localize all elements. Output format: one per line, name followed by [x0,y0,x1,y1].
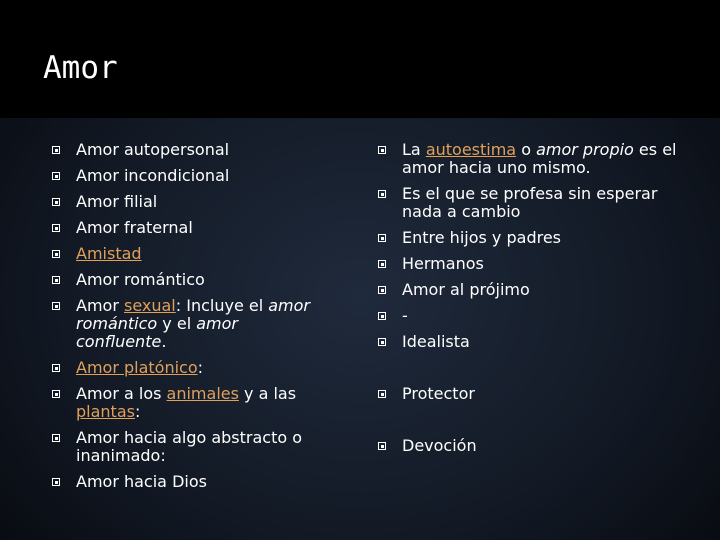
item-text-italic: amor romántico [76,296,311,333]
square-bullet-icon [52,390,60,398]
list-item [52,473,322,491]
item-text: Amor hacia Dios [76,472,207,491]
list-item [52,429,322,465]
square-bullet-icon [378,146,386,154]
list-item [378,307,678,325]
item-text: Entre hijos y padres [402,228,561,247]
item-text-post: : [134,402,141,421]
square-bullet-icon [52,198,60,206]
square-bullet-icon [378,442,386,450]
item-text: Es el que se profesa sin esperar nada a cambio [402,184,658,221]
list-item [52,245,322,263]
item-text-pre: La [402,140,426,159]
square-bullet-icon [52,276,60,284]
list-item [378,333,678,351]
item-text: Amor hacia algo abstracto o inanimado: [76,428,303,465]
item-text-post: es el amor hacia uno mismo. [402,140,677,177]
left-bullet-list [52,141,322,499]
item-text-mid: y el [157,314,197,333]
item-text-post: : [197,358,204,377]
link-animales[interactable]: animales [166,384,239,403]
list-item [52,297,322,351]
list-item [52,141,322,159]
list-item [52,193,322,211]
list-item [52,219,322,237]
right-bullet-list [378,141,678,463]
list-item [52,167,322,185]
link-sexual[interactable]: sexual [123,296,176,315]
square-bullet-icon [378,312,386,320]
link-amistad[interactable]: Amistad [76,244,142,263]
item-text-mid: o [516,140,537,159]
slide-title: Amor [43,50,118,86]
square-bullet-icon [378,338,386,346]
list-item [52,271,322,289]
item-text: Hermanos [402,254,484,273]
list-item [52,385,322,421]
square-bullet-icon [52,172,60,180]
square-bullet-icon [378,190,386,198]
item-text-end: . [161,332,167,351]
square-bullet-icon [378,390,386,398]
list-item [378,229,678,247]
list-item [378,385,678,403]
item-text-italic: amor confluente [76,314,238,351]
list-item [378,141,678,177]
square-bullet-icon [52,478,60,486]
item-text: Devoción [402,436,477,455]
list-item [52,359,322,377]
link-plantas[interactable]: plantas [76,402,135,421]
list-item [378,255,678,273]
link-amor-platonico[interactable]: Amor platónico [76,358,198,377]
item-text-pre: Amor [76,296,124,315]
item-text: Amor al prójimo [402,280,530,299]
item-text: Protector [402,384,475,403]
item-text-italic: amor propio [536,140,634,159]
square-bullet-icon [52,250,60,258]
item-text-mid: y a las [238,384,297,403]
square-bullet-icon [52,434,60,442]
link-autoestima[interactable]: autoestima [425,140,517,159]
square-bullet-icon [52,302,60,310]
item-text: Idealista [402,332,470,351]
square-bullet-icon [378,260,386,268]
list-item [378,437,678,455]
item-text-post: : Incluye el [175,296,269,315]
item-text: - [402,306,408,325]
square-bullet-icon [52,224,60,232]
item-text: Amor romántico [76,270,205,289]
square-bullet-icon [378,234,386,242]
list-item [378,185,678,221]
square-bullet-icon [52,146,60,154]
item-text: Amor autopersonal [76,140,230,159]
square-bullet-icon [52,364,60,372]
list-item [378,281,678,299]
item-text: Amor filial [76,192,158,211]
item-text-pre: Amor a los [76,384,167,403]
item-text: Amor incondicional [76,166,230,185]
item-text: Amor fraternal [76,218,193,237]
square-bullet-icon [378,286,386,294]
